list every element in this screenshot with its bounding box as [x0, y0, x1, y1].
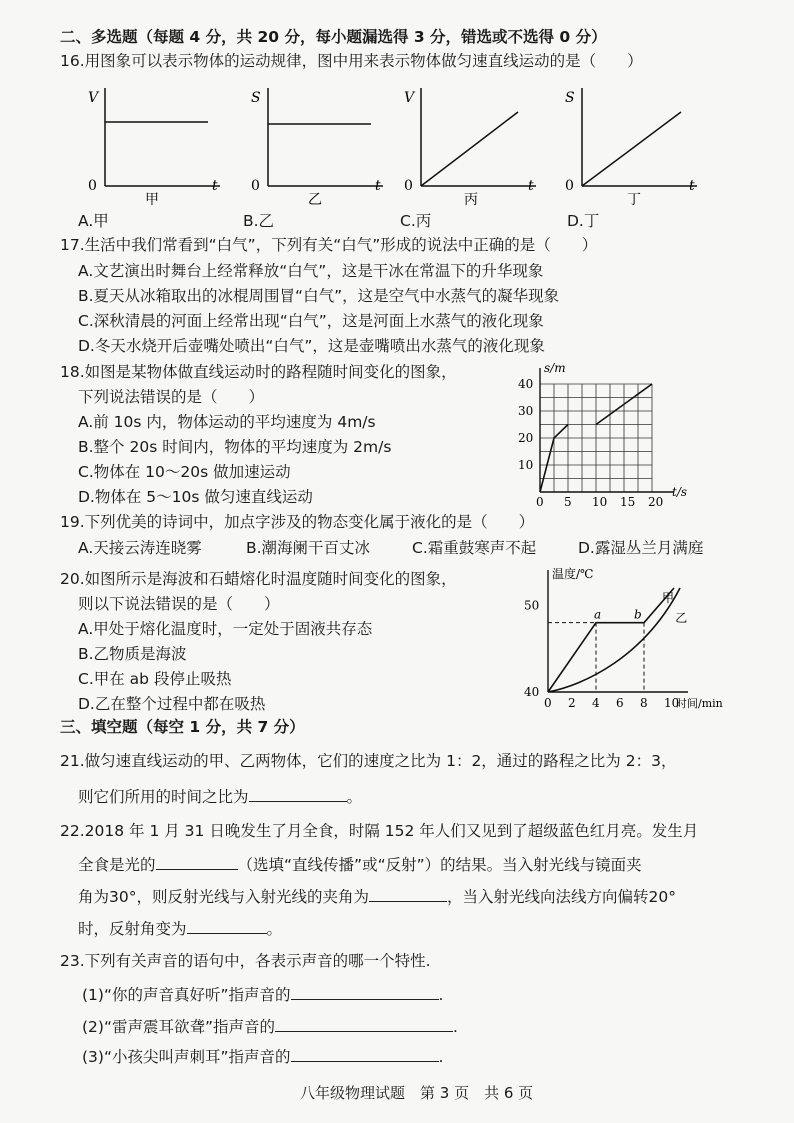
q19-option-a: A.天接云涛连晓雾 — [78, 539, 202, 557]
page-footer: 八年级物理试题 第 3 页 共 6 页 — [300, 1084, 534, 1102]
q23-end: . — [453, 1018, 458, 1036]
q23-end: . — [438, 986, 444, 1004]
x-tick-label: 8 — [640, 696, 648, 710]
q16-graph-2 — [243, 82, 393, 212]
x-tick-label: 10 — [592, 495, 608, 509]
q16-option-b: B.乙 — [243, 212, 275, 230]
q23-item-1 — [82, 983, 443, 1006]
q21-line-1: 21.做匀速直线运动的甲、乙两物体，它们的速度之比为 1：2，通过的路程之比为 2：3， — [60, 752, 677, 770]
q23-end: . — [438, 1048, 444, 1066]
q21-end: 。 — [346, 788, 363, 806]
q18-option-d: D.物体在 5～10s 做匀速直线运动 — [78, 488, 313, 506]
y-axis-label: s/m — [544, 361, 566, 375]
section-3-title: 三、填空题（每空 1 分，共 7 分） — [60, 718, 305, 736]
graph-name: 丙 — [464, 192, 478, 208]
graph-name: 丁 — [627, 192, 641, 208]
y-tick-label: 20 — [518, 431, 534, 445]
q17-option-d: D.冬天水烧开后壶嘴处喷出“白气”，这是壶嘴喷出水蒸气的液化现象 — [78, 337, 545, 355]
q16-graph-3 — [396, 82, 546, 212]
q20-stem-1: 20.如图所示是海波和石蜡熔化时温度随时间变化的图象， — [60, 570, 457, 588]
q17-stem: 17.生活中我们常看到“白气”，下列有关“白气”形成的说法中正确的是（ ） — [60, 236, 598, 254]
section-2-title: 二、多选题（每题 4 分，共 20 分，每小题漏选得 3 分，错选或不选得 0 分） — [60, 28, 607, 46]
q16-option-a: A.甲 — [78, 212, 109, 230]
q16-stem: 16.用图象可以表示物体的运动规律，图中用来表示物体做匀速直线运动的是（ ） — [60, 52, 643, 70]
q20-option-d: D.乙在整个过程中都在吸热 — [78, 695, 266, 713]
q22-text-3a: 角为30°，则反射光线与入射光线的夹角为 — [78, 888, 369, 906]
q22-text-2a: 全食是光的 — [78, 856, 156, 874]
q22-line-2 — [78, 853, 642, 876]
q18-option-a: A.前 10s 内，物体运动的平均速度为 4m/s — [78, 413, 376, 431]
q16-option-d: D.丁 — [567, 212, 600, 230]
graph-x-label: t — [212, 178, 218, 194]
q22-answer-blank-2[interactable] — [369, 885, 447, 902]
q23-stem: 23.下列有关声音的语句中，各表示声音的哪一个特性. — [60, 952, 431, 970]
x-axis-label: t/s — [672, 485, 688, 499]
q17-option-b: B.夏天从冰箱取出的冰棍周围冒“白气”，这是空气中水蒸气的凝华现象 — [78, 287, 560, 305]
q18-stem-1: 18.如图是某物体做直线运动时的路程随时间变化的图象， — [60, 363, 457, 381]
graph-x-label: t — [375, 178, 381, 194]
q20-option-c: C.甲在 ab 段停止吸热 — [78, 670, 232, 688]
y-tick-label: 40 — [524, 685, 540, 699]
graph-x-label: t — [528, 178, 534, 194]
point-b-label: b — [634, 607, 642, 622]
graph-y-label: S — [251, 90, 261, 106]
x-tick-label: 15 — [620, 495, 636, 509]
q19-option-c: C.霜重鼓寒声不起 — [412, 539, 537, 557]
x-tick-label: 10 — [664, 696, 680, 710]
q23-answer-blank-1[interactable] — [291, 983, 439, 1000]
q19-stem: 19.下列优美的诗词中，加点字涉及的物态变化属于液化的是（ ） — [60, 513, 535, 531]
q16-graph-1 — [80, 82, 230, 212]
q17-option-c: C.深秋清晨的河面上经常出现“白气”，这是河面上水蒸气的液化现象 — [78, 312, 544, 330]
q23-item-text: (3)“小孩尖叫声刺耳”指声音的 — [82, 1048, 291, 1066]
graph-y-label: V — [88, 90, 99, 106]
y-tick-label: 50 — [524, 598, 540, 613]
y-axis-label: 温度/℃ — [552, 567, 594, 581]
q17-option-a: A.文艺演出时舞台上经常释放“白气”，这是干冰在常温下的升华现象 — [78, 262, 544, 280]
q22-answer-blank-3[interactable] — [187, 917, 267, 934]
graph-x-label: t — [689, 178, 695, 194]
series-jia-line — [548, 588, 674, 692]
q18-chart — [512, 360, 702, 512]
q16-option-c: C.丙 — [400, 212, 432, 230]
q18-stem-2: 下列说法错误的是（ ） — [78, 388, 265, 406]
graph-origin: 0 — [251, 178, 260, 194]
graph-name: 甲 — [145, 192, 159, 208]
x-tick-label: 0 — [544, 696, 552, 710]
q16-graph-4 — [557, 82, 707, 212]
graph-name: 乙 — [308, 192, 322, 208]
q18-option-b: B.整个 20s 时间内，物体的平均速度为 2m/s — [78, 438, 392, 456]
y-tick-label: 10 — [518, 458, 534, 472]
q19-option-b: B.潮海阑干百丈冰 — [246, 539, 371, 557]
q22-line-4 — [78, 917, 282, 940]
q22-line-1: 22.2018 年 1 月 31 日晚发生了月全食，时隔 152 年人们又见到了超级蓝色红月亮。发生月 — [60, 822, 699, 840]
graph-y-label: V — [404, 90, 415, 106]
series-yi-label: 乙 — [675, 611, 688, 625]
q23-item-text: (1)“你的声音真好听”指声音的 — [82, 986, 291, 1004]
x-tick-label: 5 — [564, 495, 572, 509]
q22-line-3 — [78, 885, 676, 908]
q23-item-text: (2)“雷声震耳欲聋”指声音的 — [82, 1018, 276, 1036]
q20-stem-2: 则以下说法错误的是（ ） — [78, 595, 280, 613]
q21-line-2 — [78, 785, 362, 808]
q18-option-c: C.物体在 10～20s 做加速运动 — [78, 463, 291, 481]
series-jia-label: 甲 — [662, 591, 675, 605]
point-a-label: a — [594, 607, 602, 622]
q21-text: 则它们所用的时间之比为 — [78, 788, 249, 806]
q23-answer-blank-2[interactable] — [275, 1015, 453, 1032]
q22-text-2b: （选填“直线传播”或“反射”）的结果。当入射光线与镜面夹 — [237, 856, 642, 874]
q23-item-2 — [82, 1015, 458, 1038]
graph-origin: 0 — [565, 178, 574, 194]
q20-option-b: B.乙物质是海波 — [78, 645, 187, 663]
q20-option-a: A.甲处于熔化温度时，一定处于固液共存态 — [78, 620, 373, 638]
graph-origin: 0 — [88, 178, 97, 194]
q22-text-4b: 。 — [266, 920, 283, 938]
q23-item-3 — [82, 1045, 443, 1068]
q20-chart — [520, 562, 740, 722]
x-axis-label: 时间/min — [676, 697, 723, 710]
graph-y-label: S — [565, 90, 575, 106]
y-tick-label: 40 — [518, 377, 534, 391]
x-tick-label: 20 — [648, 495, 664, 509]
x-tick-label: 0 — [536, 495, 544, 509]
y-tick-label: 30 — [518, 404, 534, 418]
x-tick-label: 6 — [616, 696, 624, 710]
x-tick-label: 4 — [592, 696, 600, 710]
graph-origin: 0 — [404, 178, 413, 194]
q23-answer-blank-3[interactable] — [291, 1045, 439, 1062]
q21-answer-blank[interactable] — [249, 785, 347, 802]
q22-text-3b: ，当入射光线向法线方向偏转20° — [446, 888, 676, 906]
x-tick-label: 2 — [568, 696, 576, 710]
q19-option-d: D.露湿丛兰月满庭 — [578, 539, 704, 557]
q22-answer-blank-1[interactable] — [156, 853, 238, 870]
q22-text-4a: 时，反射角变为 — [78, 920, 187, 938]
